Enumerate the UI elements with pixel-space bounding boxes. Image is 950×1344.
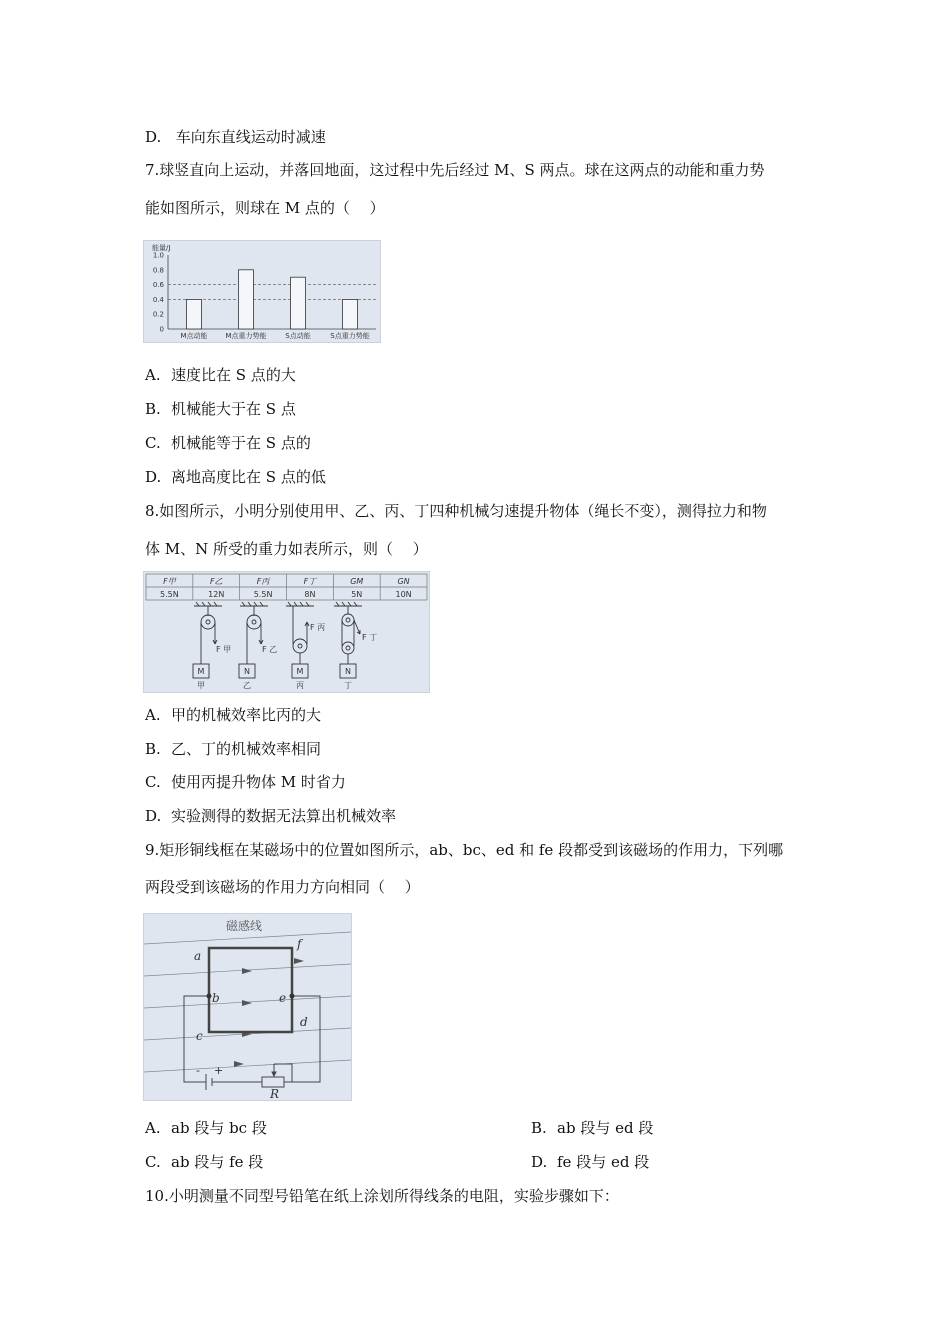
label-c: c [196, 1029, 203, 1043]
q7-option-b[interactable] [145, 399, 296, 419]
table-value-cell: 8N [304, 590, 316, 599]
y-tick-label: 1.0 [152, 251, 164, 260]
bar [291, 277, 306, 329]
option-label: D. [145, 807, 162, 825]
table-header-cell: F丁 [303, 577, 317, 586]
option-label: D. [145, 468, 162, 486]
block-label: M [197, 667, 205, 676]
option-label: C. [145, 434, 161, 452]
q8-option-d[interactable] [145, 806, 396, 826]
q8-option-a[interactable] [145, 705, 321, 725]
option-label: B. [145, 400, 161, 418]
option-label: B. [145, 740, 161, 758]
label-b: b [212, 991, 220, 1005]
bar [343, 299, 358, 329]
label-e: e [279, 991, 287, 1005]
table-header-cell: GN [397, 577, 410, 586]
label-a: a [194, 949, 202, 963]
q8-option-b[interactable] [145, 739, 321, 759]
option-text: 实验测得的数据无法算出机械效率 [171, 807, 397, 825]
option-text: ab 段与 fe 段 [171, 1153, 264, 1171]
table-value-cell: 10N [395, 590, 412, 599]
option-text: ab 段与 bc 段 [171, 1119, 267, 1137]
table-header-cell: GM [350, 577, 364, 586]
machine-name: 乙 [243, 681, 251, 690]
label-d: d [300, 1015, 308, 1029]
label-f: f [297, 937, 302, 951]
machine-name: 丁 [344, 681, 352, 690]
option-label: D. [145, 128, 162, 146]
option-label: A. [145, 1119, 161, 1137]
block-label: M [296, 667, 304, 676]
q6-option-d [145, 127, 326, 147]
chart-ylabel: 能量/J [152, 244, 171, 252]
option-text: 甲的机械效率比丙的大 [171, 706, 322, 724]
q7-option-a[interactable] [145, 365, 296, 385]
figure-title: 磁感线 [226, 919, 263, 933]
label-r: R [270, 1087, 280, 1100]
table-value-cell: 5N [351, 590, 363, 599]
y-tick-label: 0.6 [152, 281, 164, 290]
category-label: M点重力势能 [225, 332, 267, 340]
svg-text:F 丙: F 丙 [310, 623, 326, 632]
label-minus: - [196, 1064, 200, 1077]
table-header-cell: F乙 [209, 577, 223, 586]
q9-option-d[interactable] [531, 1152, 649, 1172]
block-label: N [345, 667, 351, 676]
q9-option-b[interactable] [531, 1118, 653, 1138]
q9-option-c[interactable] [145, 1152, 263, 1172]
option-text: 车向东直线运动时减速 [175, 128, 326, 146]
svg-text:F 丁: F 丁 [362, 633, 378, 642]
q9-stem-line-2: 两段受到该磁场的作用力方向相同（ ） [145, 878, 420, 896]
option-label: C. [145, 1153, 161, 1171]
q7-option-c[interactable] [145, 433, 311, 453]
option-text: 机械能等于在 S 点的 [171, 434, 311, 452]
machine-name: 甲 [197, 681, 205, 690]
option-label: C. [145, 773, 161, 791]
option-text: 乙、丁的机械效率相同 [171, 740, 322, 758]
machine-name: 丙 [296, 681, 304, 690]
q8-stem-line-1: 8.如图所示，小明分别使用甲、乙、丙、丁四种机械匀速提升物体（绳长不变），测得拉力和物 [145, 502, 767, 520]
option-label: A. [145, 706, 161, 724]
option-label: B. [531, 1119, 547, 1137]
option-text: 速度比在 S 点的大 [171, 366, 296, 384]
q8-pulley-figure [143, 571, 430, 693]
table-value-cell: 12N [208, 590, 225, 599]
option-text: 离地高度比在 S 点的低 [171, 468, 326, 486]
svg-text:F 甲: F 甲 [216, 645, 232, 654]
q7-stem-line-2: 能如图所示，则球在 M 点的（ ） [145, 199, 385, 217]
category-label: S点动能 [285, 332, 311, 340]
bar [239, 270, 254, 329]
table-value-cell: 5.5N [253, 590, 273, 599]
option-text: 机械能大于在 S 点 [171, 400, 296, 418]
table-header-cell: F甲 [163, 577, 176, 586]
svg-text:F 乙: F 乙 [262, 645, 278, 654]
y-tick-label: 0.2 [152, 310, 164, 319]
block-label: N [244, 667, 250, 676]
table-header-cell: F丙 [256, 577, 270, 586]
q7-option-d[interactable] [145, 467, 326, 487]
q7-stem-line-1: 7.球竖直向上运动，并落回地面，这过程中先后经过 M、S 两点。球在这两点的动能和重力势 [145, 161, 765, 179]
category-label: S点重力势能 [330, 332, 370, 340]
q8-stem-line-2: 体 M、N 所受的重力如表所示，则（ ） [145, 540, 428, 558]
option-text: 使用丙提升物体 M 时省力 [171, 773, 346, 791]
y-tick-label: 0 [159, 325, 164, 334]
q9-magnetic-field-figure [143, 913, 352, 1101]
label-plus: + [214, 1064, 224, 1077]
q9-option-a[interactable] [145, 1118, 267, 1138]
q9-stem-line-1: 9.矩形铜线框在某磁场中的位置如图所示，ab、bc、ed 和 fe 段都受到该磁场的作用力，下列哪 [145, 841, 784, 859]
y-tick-label: 0.8 [152, 266, 164, 275]
category-label: M点动能 [180, 332, 208, 340]
option-text: fe 段与 ed 段 [557, 1153, 650, 1171]
q8-option-c[interactable] [145, 772, 346, 792]
option-text: ab 段与 ed 段 [557, 1119, 654, 1137]
option-label: A. [145, 366, 161, 384]
y-tick-label: 0.4 [152, 295, 164, 304]
bar [187, 299, 202, 329]
q7-energy-bar-chart [143, 240, 381, 343]
table-value-cell: 5.5N [160, 590, 179, 599]
q10-stem: 10.小明测量不同型号铅笔在纸上涂划所得线条的电阻，实验步骤如下： [145, 1187, 619, 1205]
option-label: D. [531, 1153, 548, 1171]
